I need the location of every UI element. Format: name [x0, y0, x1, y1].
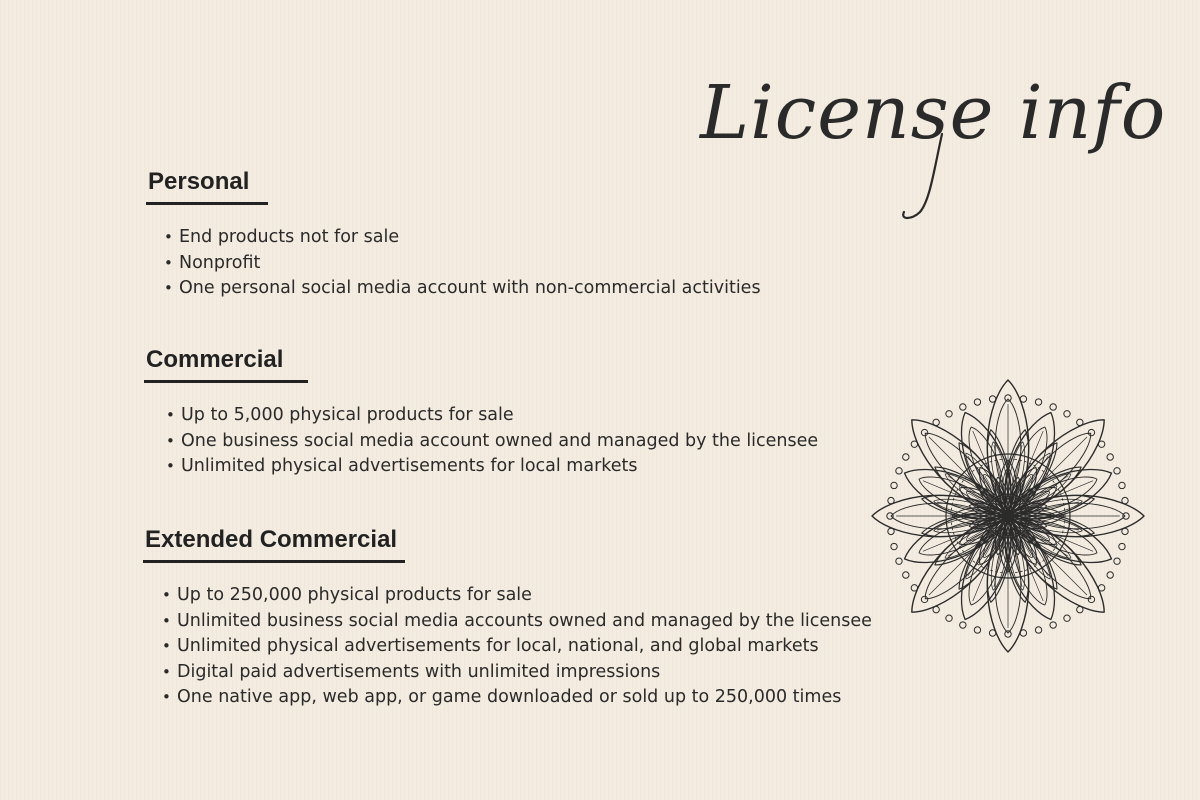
- list-item: [166, 403, 818, 429]
- list-item-text: Nonprofit: [179, 252, 261, 273]
- list-item: [166, 454, 818, 480]
- bullet: •: [166, 406, 175, 424]
- list-item: [162, 685, 872, 711]
- list-item: [166, 429, 818, 455]
- heading-underline: [146, 202, 268, 205]
- heading-underline: [144, 380, 308, 383]
- bullet: •: [164, 228, 173, 246]
- bullet: •: [162, 662, 171, 681]
- list-item-text: Unlimited business social media accounts owned and managed by the licensee: [177, 610, 872, 631]
- list-item: [162, 583, 872, 609]
- list-item: [164, 225, 761, 251]
- section-heading: Commercial: [146, 346, 284, 373]
- bullet: •: [162, 637, 171, 655]
- bullet: •: [166, 457, 175, 475]
- bullet: •: [162, 611, 171, 630]
- list-item-text: One personal social media account with non-commercial activities: [179, 278, 761, 298]
- list-item-text: Digital paid advertisements with unlimited impressions: [177, 661, 661, 682]
- list-item-text: Up to 5,000 physical products for sale: [181, 405, 514, 425]
- section-extended-commercial: [143, 526, 872, 711]
- bullet: •: [164, 253, 173, 272]
- list-item: [164, 251, 761, 277]
- list-item: [164, 276, 761, 302]
- list-item: [162, 634, 872, 660]
- list-item: [162, 609, 872, 635]
- list-item-text: Up to 250,000 physical products for sale: [177, 585, 532, 605]
- bullet: •: [164, 279, 173, 297]
- section-heading: Extended Commercial: [145, 526, 398, 553]
- list-item-text: End products not for sale: [179, 227, 400, 247]
- section-commercial: [144, 346, 818, 480]
- heading-underline: [143, 560, 405, 563]
- section-heading: Personal: [148, 168, 250, 195]
- bullet: •: [162, 688, 171, 706]
- title-swash-decoration: [890, 130, 970, 225]
- section-personal: [146, 168, 761, 302]
- page-title: License info: [700, 70, 1167, 156]
- bullet: •: [166, 431, 175, 450]
- list-item: [162, 660, 872, 686]
- list-item-text: Unlimited physical advertisements for local, national, and global markets: [177, 636, 819, 656]
- bullet: •: [162, 586, 171, 604]
- list-item-text: One business social media account owned and managed by the licensee: [181, 430, 819, 451]
- mandala-ornament: [866, 374, 1150, 658]
- list-item-text: Unlimited physical advertisements for local markets: [181, 456, 638, 476]
- list-item-text: One native app, web app, or game downloaded or sold up to 250,000 times: [177, 687, 842, 707]
